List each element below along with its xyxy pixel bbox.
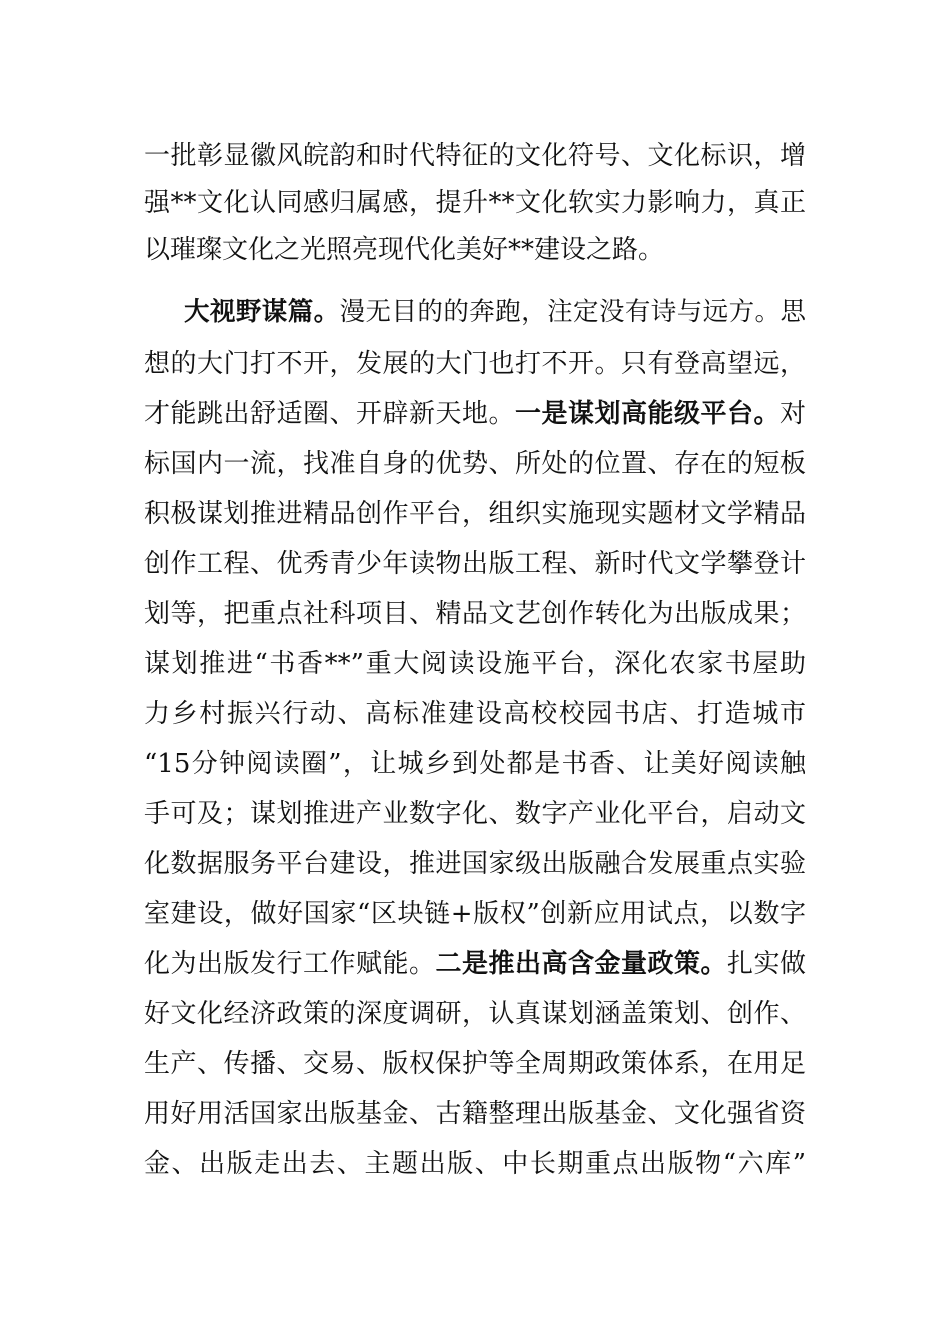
text-run: “15分钟阅读圈”，让城乡到处都是书香、让美好阅读触: [144, 749, 806, 779]
text-line: [144, 994, 806, 1034]
text-run: 以璀璨文化之光照亮现代化美好**建设之路。: [144, 235, 665, 265]
text-line: [144, 136, 806, 176]
text-run: 划等，把重点社科项目、精品文艺创作转化为出版成果；: [144, 599, 806, 629]
text-line: [144, 494, 806, 534]
text-line: [144, 1044, 806, 1084]
text-run: 扎实做: [726, 949, 806, 979]
text-line: [144, 694, 806, 734]
text-run: 化数据服务平台建设，推进国家级出版融合发展重点实验: [144, 849, 806, 879]
text-run: 手可及；谋划推进产业数字化、数字产业化平台，启动文: [144, 799, 806, 829]
text-run: 想的大门打不开，发展的大门也打不开。只有登高望远，: [144, 349, 806, 379]
text-line: [144, 544, 806, 584]
text-run: 积极谋划推进精品创作平台，组织实施现实题材文学精品: [144, 499, 806, 529]
text-line: [144, 894, 806, 934]
text-line: [144, 644, 806, 684]
text-run: 创作工程、优秀青少年读物出版工程、新时代文学攀登计: [144, 549, 806, 579]
text-run: 一批彰显徽风皖韵和时代特征的文化符号、文化标识，增: [144, 141, 806, 171]
text-run: 标国内一流，找准自身的优势、所处的位置、存在的短板: [144, 449, 806, 479]
text-run: 好文化经济政策的深度调研，认真谋划涵盖策划、创作、: [144, 999, 806, 1029]
text-run: 力乡村振兴行动、高标准建设高校校园书店、打造城市: [144, 699, 806, 729]
text-run: 漫无目的的奔跑，注定没有诗与远方。思: [339, 297, 806, 327]
bold-heading: 一是谋划高能级平台。: [514, 399, 780, 429]
text-line: [144, 794, 806, 834]
text-line: [144, 183, 806, 223]
text-line: [144, 394, 806, 434]
text-line: [144, 230, 806, 270]
text-line: [144, 594, 806, 634]
text-line: [144, 444, 806, 484]
text-run: 强**文化认同感归属感，提升**文化软实力影响力，真正: [144, 188, 806, 218]
text-run: 谋划推进“书香**”重大阅读设施平台，深化农家书屋助: [144, 649, 806, 679]
text-run: 用好用活国家出版基金、古籍整理出版基金、文化强省资: [144, 1099, 806, 1129]
text-line: [144, 744, 806, 784]
text-line: [144, 1094, 806, 1134]
text-line: [144, 344, 806, 384]
text-run: 金、出版走出去、主题出版、中长期重点出版物“六库”: [144, 1149, 806, 1179]
text-line: [144, 944, 806, 984]
text-line: [144, 844, 806, 884]
text-run: 对: [779, 399, 806, 429]
text-run: 生产、传播、交易、版权保护等全周期政策体系，在用足: [144, 1049, 806, 1079]
paragraph-first-line: [184, 292, 806, 332]
bold-heading: 二是推出高含金量政策。: [435, 949, 727, 979]
text-run: 化为出版发行工作赋能。: [144, 949, 436, 979]
text-line: [144, 1144, 806, 1184]
text-run: 室建设，做好国家“区块链+版权”创新应用试点，以数字: [144, 899, 806, 929]
bold-heading: 大视野谋篇。: [184, 297, 340, 327]
text-run: 才能跳出舒适圈、开辟新天地。: [144, 399, 515, 429]
